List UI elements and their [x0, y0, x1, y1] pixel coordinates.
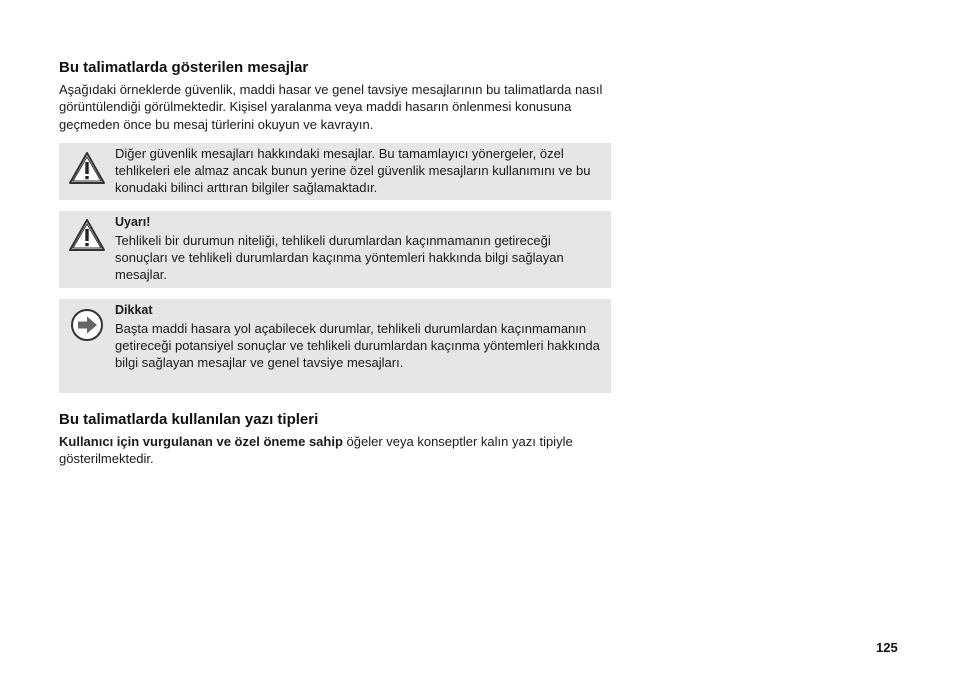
- warning-triangle-icon: [59, 214, 115, 252]
- caution-message-box: [59, 299, 611, 393]
- intro-paragraph: Aşağıdaki örneklerde güvenlik, maddi hasar ve genel tavsiye mesajlarının bu talimatlarda nasıl görüntülendiği görülmektedir. Kişisel yaralanma veya maddi hasarın önlenmesi konusuna geçmeden önce bu mesaj türlerini okuyun ve kavrayın.: [59, 82, 603, 132]
- fonts-paragraph-rest: öğeler veya konseptler kalın yazı tipiyle gösterilmektedir.: [59, 433, 573, 467]
- warning-message-box: [59, 211, 611, 288]
- general-safety-message-box: [59, 143, 611, 200]
- bold-example-text: Kullanıcı için vurgulanan ve özel öneme sahip: [59, 433, 343, 449]
- section-heading-messages: Bu talimatlarda gösterilen mesajlar: [59, 59, 309, 76]
- page-content: [59, 58, 611, 467]
- warning-message-text: Tehlikeli bir durumun niteliği, tehlikeli durumlardan kaçınmamanın getireceği sonuçları ve tehlikeli durumlardan kaçınma yöntemleri hakkında bilgi sağlayan mesajlar.: [115, 232, 564, 283]
- page-number: 125: [876, 640, 898, 655]
- caution-title: Dikkat: [115, 302, 153, 317]
- fonts-paragraph: [59, 433, 611, 468]
- general-message-text: Diğer güvenlik mesajları hakkındaki mesajlar. Bu tamamlayıcı yönergeler, özel tehlikeleri ele almaz ancak bunun yerine özel güvenlik mesajların kullanımını ve bu konudaki bilinci arttıran bilgiler sağlamaktadır.: [115, 145, 591, 196]
- caution-message-text: Başta maddi hasara yol açabilecek durumlar, tehlikeli durumlardan kaçınmamanın getireceği potansiyel sonuçlar ve tehlikeli durumlardan kaçınma yöntemleri hakkında bilgi sağlayan mesajlar ve genel tavsiye mesajları.: [115, 320, 600, 371]
- section-heading-fonts: Bu talimatlarda kullanılan yazı tipleri: [59, 410, 319, 428]
- warning-title: Uyarı!: [115, 214, 151, 229]
- warning-triangle-icon: [59, 145, 115, 185]
- arrow-right-circle-icon: [59, 302, 115, 342]
